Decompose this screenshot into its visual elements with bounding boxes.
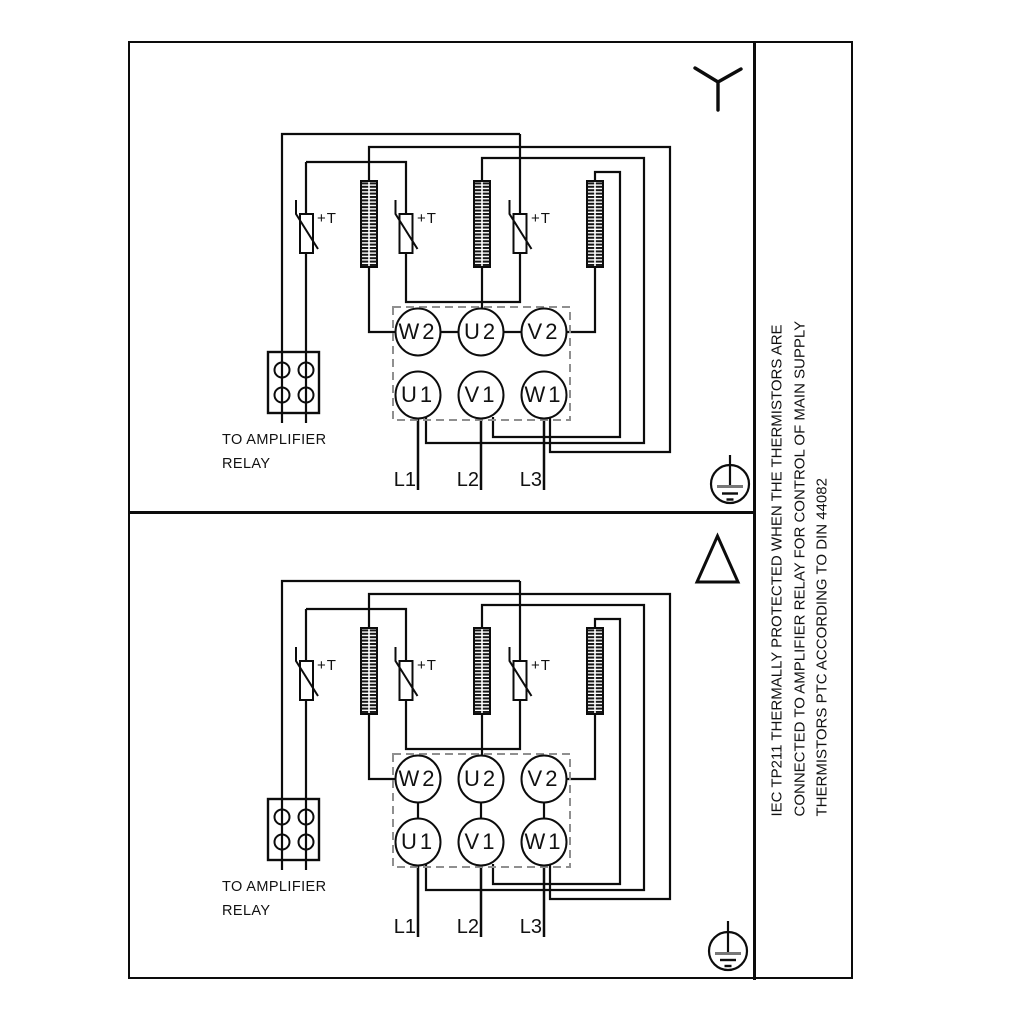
- delta-wiring-panel: [129, 490, 755, 982]
- thermistor-label: +T: [317, 657, 337, 674]
- side-note-column: [767, 320, 836, 817]
- terminal-label-v1: V1: [464, 829, 498, 854]
- relay-note-line2: RELAY: [222, 456, 271, 472]
- side-note-line1: IEC TP211 THERMALLY PROTECTED WHEN THE THERMISTORS ARE: [768, 324, 786, 817]
- winding-coils: [361, 628, 603, 714]
- thermistor-icon: [300, 661, 313, 700]
- thermistor-icon: [300, 214, 313, 253]
- relay-connector-box: [268, 352, 319, 413]
- thermistor-label: +T: [417, 657, 437, 674]
- terminal-label-u2: U2: [463, 766, 499, 791]
- supply-label-l1: L1: [393, 916, 416, 938]
- terminal-label-u2: U2: [463, 319, 499, 344]
- relay-note: [222, 428, 326, 476]
- supply-label-l2: L2: [456, 469, 479, 491]
- thermistor-label: +T: [417, 210, 437, 227]
- thermistor-icon: [400, 661, 413, 700]
- delta-connection-icon: [697, 536, 738, 582]
- star-wiring-panel: [129, 43, 755, 513]
- terminal-label-v2: V2: [527, 766, 561, 791]
- terminal-label-w2: W2: [398, 319, 438, 344]
- wire-coil1-to-w2: [369, 714, 395, 779]
- terminal-label-u1: U1: [400, 382, 436, 407]
- wire-coil1-to-w2: [369, 267, 395, 332]
- relay-note: [222, 875, 326, 923]
- supply-label-l3: L3: [519, 469, 542, 491]
- terminal-label-w2: W2: [398, 766, 438, 791]
- thermistor-icon: [514, 661, 527, 700]
- wire-coil3-to-v2: [567, 267, 595, 332]
- relay-connector-pins: [275, 810, 314, 850]
- supply-label-l2: L2: [456, 916, 479, 938]
- terminal-label-w1: W1: [524, 382, 564, 407]
- earth-ground-icon: [709, 921, 747, 970]
- relay-note-line1: TO AMPLIFIER: [222, 432, 327, 448]
- thermistor-label: +T: [531, 210, 551, 227]
- relay-note-line2: RELAY: [222, 903, 271, 919]
- thermistor-icon: [514, 214, 527, 253]
- side-note-line3: THERMISTORS PTC ACCORDING TO DIN 44082: [813, 478, 831, 817]
- star-connection-icon: [695, 68, 741, 110]
- relay-connector-box: [268, 799, 319, 860]
- side-note-line2: CONNECTED TO AMPLIFIER RELAY FOR CONTROL OF MAIN SUPPLY: [791, 320, 808, 817]
- winding-coils: [361, 181, 603, 267]
- relay-connector-pins: [275, 363, 314, 403]
- terminal-label-v2: V2: [527, 319, 561, 344]
- supply-label-l3: L3: [519, 916, 542, 938]
- thermistor-label: +T: [531, 657, 551, 674]
- relay-note-line1: TO AMPLIFIER: [222, 879, 327, 895]
- thermistor-label: +T: [317, 210, 337, 227]
- supply-label-l1: L1: [393, 469, 416, 491]
- terminal-label-w1: W1: [524, 829, 564, 854]
- wire-coil3-to-v2: [567, 714, 595, 779]
- thermistor-icon: [400, 214, 413, 253]
- delta-column-links: [418, 803, 544, 819]
- terminal-label-u1: U1: [400, 829, 436, 854]
- terminal-label-v1: V1: [464, 382, 498, 407]
